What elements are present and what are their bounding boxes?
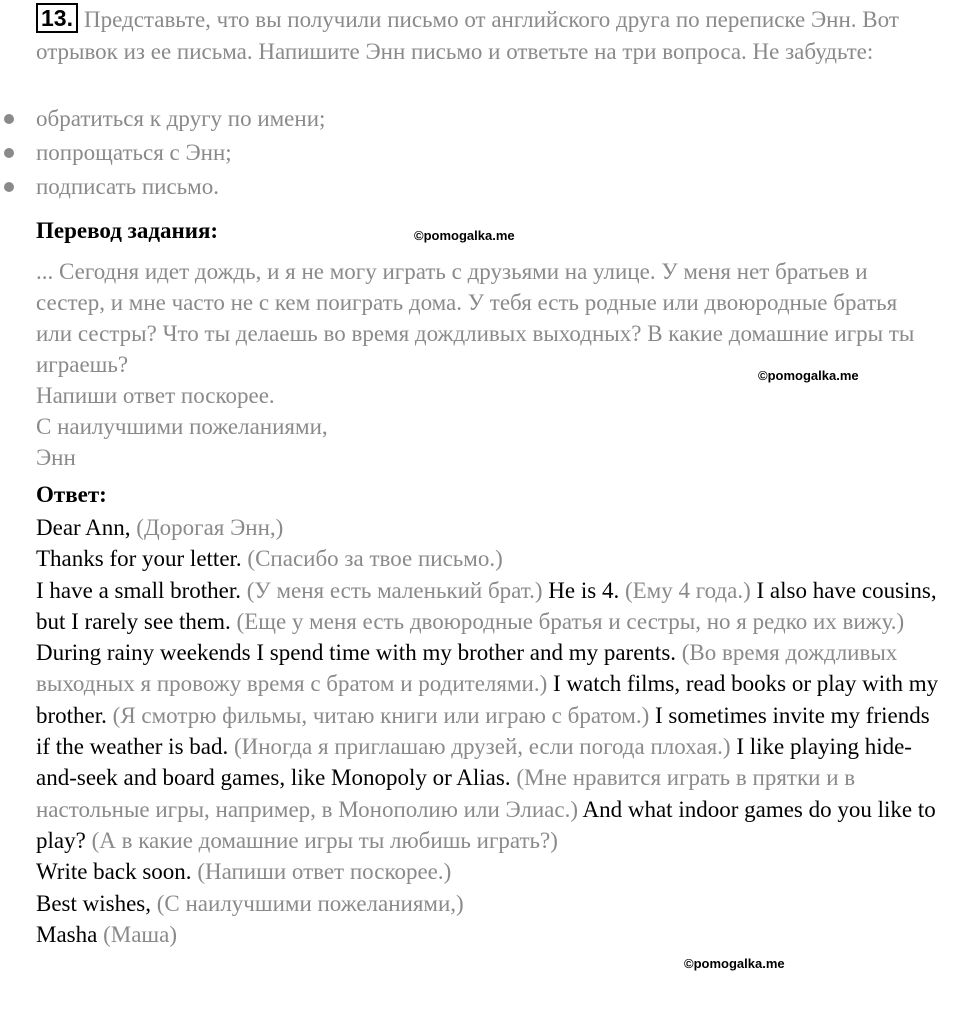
task-text: Представьте, что вы получили письмо от английского друга по переписке Энн. Вот отрывок из ее письма. Напишите Энн письмо и ответьте на три вопроса. Не забудьте: [36,7,899,64]
letter-closing: С наилучшими пожеланиями, [36,414,328,439]
list-item: обратиться к другу по имени; [0,102,940,136]
watermark: ©pomogalka.me [414,228,515,243]
answer-body: I have a small brother. (У меня есть маленький брат.) He is 4. (Ему 4 года.) I also have cousins, but I rarely see them. (Еще у меня есть двоюродные братья и сестры, но я редко их вижу.) During rainy weekends I spend time with my brother and my parents. (Во время дождливых выходных я провожу время с братом и родителями.) I watch films, read books or play with my brother. (Я смотрю фильмы, читаю книги или играю с братом.) I sometimes invite my friends if the weather is bad. (Иногда я приглашаю друзей, если погода плохая.) I like playing hide-and-seek and board games, like Monopoly or Alias. (Мне нравится играть в прятки и в настольные игры, например, в Монополию или Элиас.) And what indoor games do you like to play? (А в какие домашние игры ты любишь играть?) [36,577,939,853]
list-item: подписать письмо. [0,170,940,204]
letter-body: ... Сегодня идет дождь, и я не могу играть с друзьями на улице. У меня нет братьев и сестер, и мне часто не с кем поиграть дома. У тебя есть родные или двоюродные братья или сестры? Что ты делаешь во время дождливых выходных? В какие домашние игры ты играешь? [36,259,915,377]
bullet-icon [4,114,14,124]
translation-heading: Перевод задания: [36,218,219,243]
task-instruction [36,4,936,68]
task-number: 13. [36,3,78,33]
letter-closing: Напиши ответ поскорее. [36,383,275,408]
watermark: ©pomogalka.me [684,956,785,971]
answer-signature: Masha (Маша) [36,921,177,947]
answer-closing: Write back soon. (Напиши ответ поскорее.) [36,859,452,885]
watermark: ©pomogalka.me [758,368,859,383]
answer-heading: Ответ: [36,482,107,507]
bullet-icon [4,182,14,192]
letter-signature: Энн [36,445,76,470]
letter-translation [36,256,936,473]
answer-thanks: Thanks for your letter. (Спасибо за твое письмо.) [36,546,503,572]
answer-closing: Best wishes, (С наилучшими пожеланиями,) [36,890,464,916]
answer-greeting: Dear Ann, (Дорогая Энн,) [36,515,284,540]
list-item: попрощаться с Энн; [0,136,940,170]
bullet-icon [4,148,14,158]
answer-letter [36,512,948,950]
task-bullet-list [0,102,940,204]
